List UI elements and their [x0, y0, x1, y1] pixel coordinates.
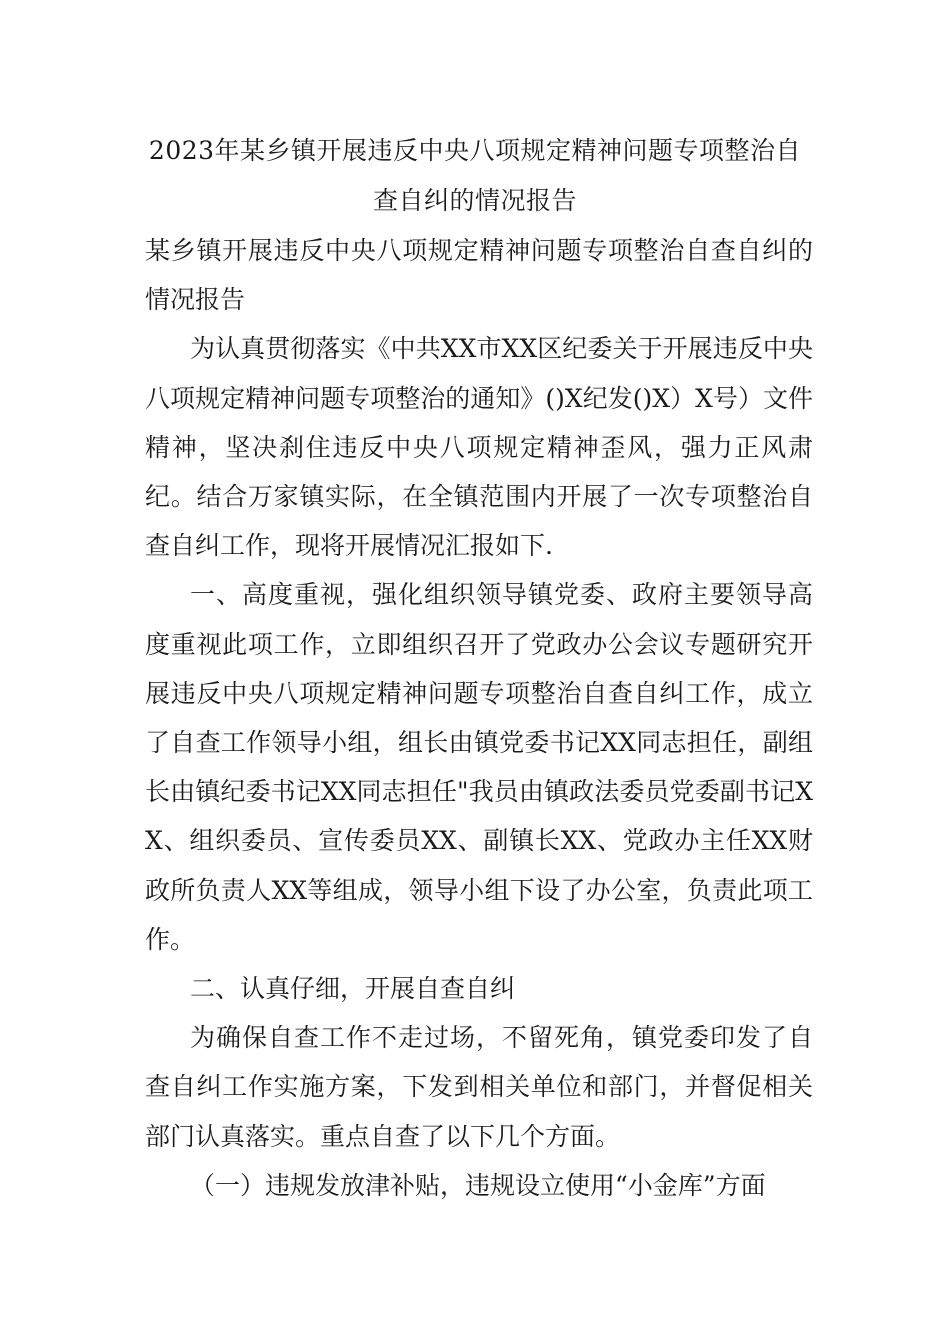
intro-paragraph: 为认真贯彻落实《中共XX市XX区纪委关于开展违反中央八项规定精神问题专项整治的通知》()X纪发()X）X号）文件精神，坚决刹住违反中央八项规定精神歪风，强力正风肃纪。结合万家镇实际，在全镇范围内开展了一次专项整治自查自纠工作，现将开展情况汇报如下. [145, 334, 813, 561]
section-two-heading: 二、认真仔细，开展自查自纠 [190, 974, 516, 1004]
document-title [140, 126, 810, 226]
subtitle-paragraph: 某乡镇开展违反中央八项规定精神问题专项整治自查自纠的情况报告 [145, 236, 813, 315]
section-two-paragraph: 为确保自查工作不走过场，不留死角，镇党委印发了自查自纠工作实施方案，下发到相关单位和部门，并督促相关部门认真落实。重点自查了以下几个方面。 [145, 1023, 813, 1151]
subsection-one-heading: （一）违规发放津补贴，违规设立使用“小金库”方面 [190, 1170, 766, 1200]
title-line-2: 查自纠的情况报告 [372, 186, 577, 215]
document-body [145, 226, 813, 1210]
title-line-1: 2023年某乡镇开展违反中央八项规定精神问题专项整治自 [148, 136, 802, 165]
section-one-paragraph: 一、高度重视，强化组织领导镇党委、政府主要领导高度重视此项工作，立即组织召开了党政办公会议专题研究开展违反中央八项规定精神问题专项整治自查自纠工作，成立了自查工作领导小组，组长由镇党委书记XX同志担任，副组长由镇纪委书记XX同志担任"我员由镇政法委员党委副书记XX、组织委员、宣传委员XX、副镇长XX、党政办主任XX财政所负责人XX等组成，领导小组下设了办公室，负责此项工作。 [145, 580, 813, 954]
